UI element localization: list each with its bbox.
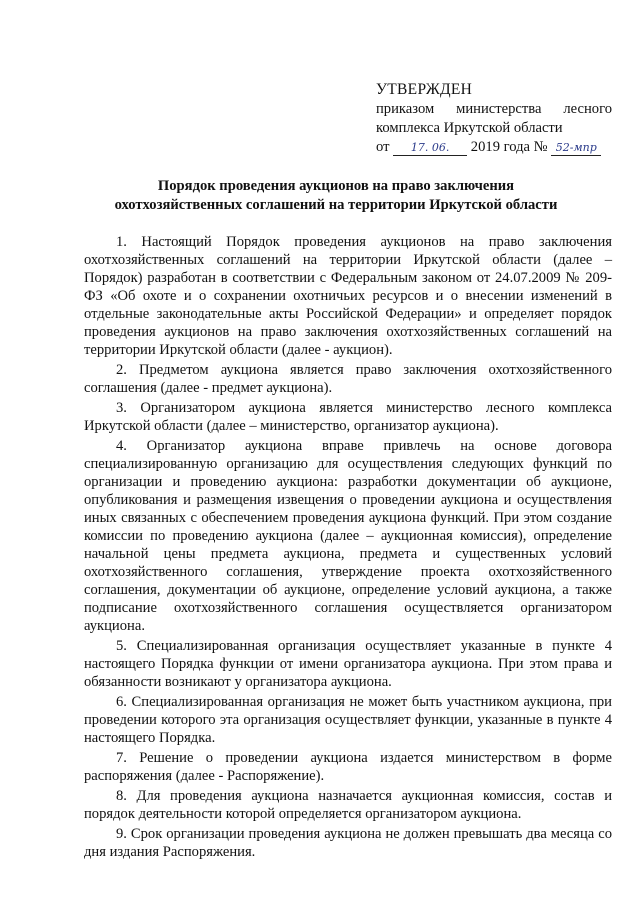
title-line-2: охотхозяйственных соглашений на территории Иркутской области: [114, 197, 558, 213]
document-body: [84, 233, 612, 863]
paragraph-5: 5. Специализированная организация осуществляет указанные в пункте 4 настоящего Порядка функции от имени организатора аукциона. При этом права и обязанности возникают у организатора аукциона.: [84, 638, 612, 690]
handwritten-date: 17. 06.: [393, 141, 467, 156]
title-line-1: Порядок проведения аукционов на право заключения: [157, 178, 515, 194]
approval-order-line: приказом министерства лесного: [376, 101, 612, 117]
approval-stamp-block: [376, 80, 612, 157]
paragraph-2: 2. Предметом аукциона является право заключения охотхозяйственного соглашения (далее - предмет аукциона).: [84, 362, 612, 396]
approval-year-text: 2019 года №: [470, 139, 548, 155]
paragraph-6: 6. Специализированная организация не может быть участником аукциона, при проведении которого эта организация осуществляет функции, указанные в пункте 4 настоящего Порядка.: [84, 694, 612, 746]
handwritten-order-number: 52-мпр: [551, 141, 601, 156]
paragraph-3: 3. Организатором аукциона является министерство лесного комплекса Иркутской области (далее – министерство, организатор аукциона).: [84, 400, 612, 434]
approval-ministry-line: комплекса Иркутской области: [376, 120, 563, 136]
paragraph-9: 9. Срок организации проведения аукциона не должен превышать два месяца со дня издания Распоряжения.: [84, 826, 612, 860]
paragraph-1: 1. Настоящий Порядок проведения аукционов на право заключения охотхозяйственных соглашений на территории Иркутской области (далее – Порядок) разработан в соответствии с Федеральным законом от 24.07.2009 № 209-ФЗ «Об охоте и о сохранении охотничьих ресурсов и о внесении изменений в отдельные законодательные акты Российской Федерации» и определяет порядок проведения аукционов на право заключения охотхозяйственных соглашений на территории Иркутской области (далее - аукцион).: [84, 234, 612, 358]
approval-date-prefix: от: [376, 139, 390, 155]
paragraph-4: 4. Организатор аукциона вправе привлечь на основе договора специализированную организацию для осуществления следующих функций по организации и проведению аукциона: разработки документации об аукционе, опубликования и размещения извещения о проведении аукциона и осуществления иных связанных с обеспечением проведения аукциона функций. При этом создание комиссии по проведению аукциона (далее – аукционная комиссия), определение начальной цены предмета аукциона, предмета и существенных условий охотхозяйственного соглашения, утверждение проекта охотхозяйственного соглашения, документации об аукционе, определение условий аукциона, а также подписание охотхозяйственного соглашения осуществляется организатором аукциона.: [84, 438, 612, 634]
paragraph-8: 8. Для проведения аукциона назначается аукционная комиссия, состав и порядок деятельности которой определяется организатором аукциона.: [84, 788, 612, 822]
paragraph-7: 7. Решение о проведении аукциона издается министерством в форме распоряжения (далее - Распоряжение).: [84, 750, 612, 784]
approval-date-line: [376, 138, 612, 157]
document-title: [96, 177, 576, 215]
approval-heading: УТВЕРЖДЕН: [376, 81, 473, 98]
